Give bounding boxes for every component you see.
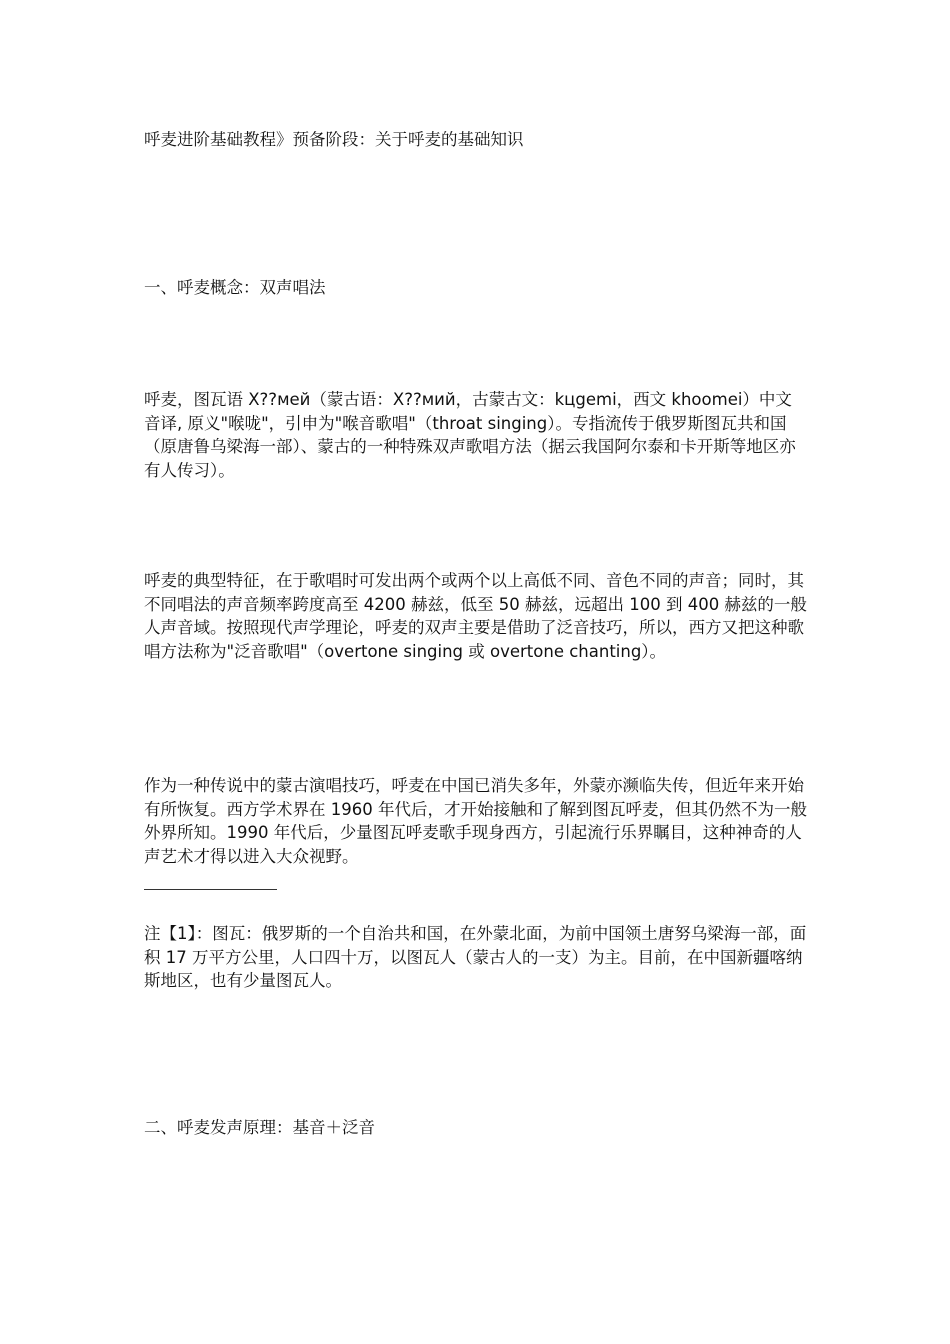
document-title: 呼麦进阶基础教程》预备阶段：关于呼麦的基础知识 xyxy=(144,130,524,149)
section-heading-2: 二、呼麦发声原理：基音＋泛音 xyxy=(144,1118,375,1137)
footnote-divider xyxy=(144,889,277,890)
section-heading-1: 一、呼麦概念：双声唱法 xyxy=(144,278,326,297)
paragraph-history: 作为一种传说中的蒙古演唱技巧，呼麦在中国已消失多年，外蒙亦濒临失传，但近年来开始有所恢复。西方学术界在 1960 年代后，才开始接触和了解到图瓦呼麦，但其仍然不为一般外界所知。1990 年代后，少量图瓦呼麦歌手现身西方，引起流行乐界瞩目，这种神奇的人声艺术才得以进入大众视野。 xyxy=(144,776,807,866)
paragraph-features: 呼麦的典型特征，在于歌唱时可发出两个或两个以上高低不同、音色不同的声音；同时，其不同唱法的声音频率跨度高至 4200 赫兹，低至 50 赫兹，远超出 100 到 400 赫兹的一般人声音域。按照现代声学理论，呼麦的双声主要是借助了泛音技巧，所以，西方又把这种歌唱方法称为"泛音歌唱"（overtone singing 或 overtone chanting）。 xyxy=(144,571,807,661)
paragraph-definition: 呼麦，图瓦语 Х??мей（蒙古语：Х??мий，古蒙古文：kцgemi，西文 khoomei）中文音译, 原义"喉咙"，引申为"喉音歌唱"（throat singing）。专指流传于俄罗斯图瓦共和国（原唐鲁乌梁海一部）、蒙古的一种特殊双声歌唱方法（据云我国阿尔泰和卡开斯等地区亦有人传习）。 xyxy=(144,390,796,480)
footnote: 注【1】：图瓦：俄罗斯的一个自治共和国，在外蒙北面，为前中国领土唐努乌梁海一部，面积 17 万平方公里，人口四十万，以图瓦人（蒙古人的一支）为主。目前，在中国新疆喀纳斯地区，也有少量图瓦人。 xyxy=(144,924,807,990)
